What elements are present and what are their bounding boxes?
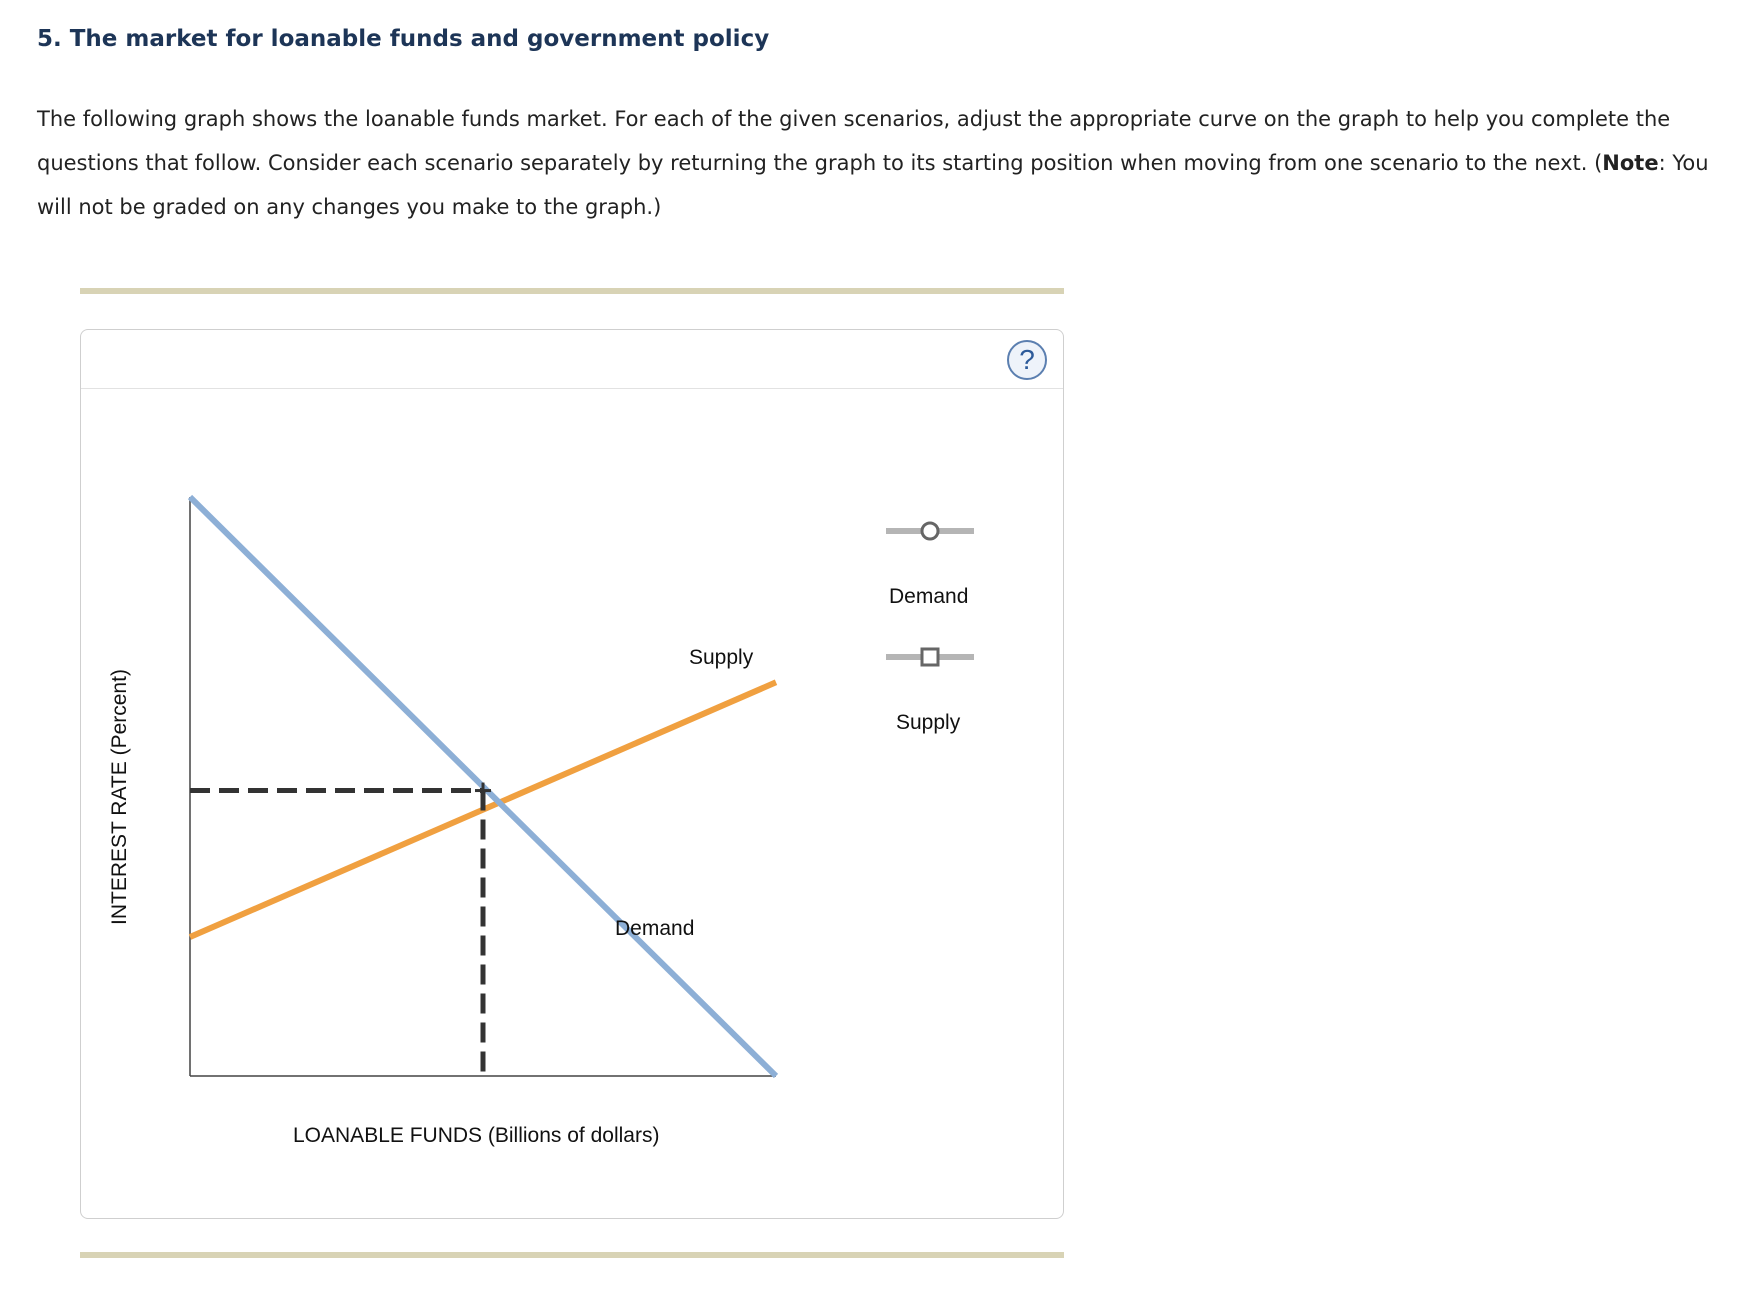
legend-demand-tool[interactable] bbox=[886, 523, 974, 539]
circle-marker-icon bbox=[922, 523, 938, 539]
demand-curve-label: Demand bbox=[615, 917, 695, 940]
square-marker-icon bbox=[922, 649, 938, 665]
legend-supply-tool[interactable] bbox=[886, 649, 974, 665]
supply-curve-label: Supply bbox=[689, 646, 754, 669]
note-label: Note bbox=[1602, 151, 1659, 175]
instructions-text: The following graph shows the loanable funds market. For each of the given scenarios, adjust the appropriate curve on the graph to help you complete the questions that follow. Consider each scenario separately by returning the graph to its starting position when moving from one scenario to the next. ( bbox=[37, 107, 1671, 175]
legend-supply-label: Supply bbox=[896, 711, 961, 734]
question-icon[interactable]: ? bbox=[1007, 340, 1047, 380]
x-axis-label: LOANABLE FUNDS (Billions of dollars) bbox=[293, 1124, 660, 1147]
note-text: : You will not be graded on any changes you make to the graph.) bbox=[37, 151, 1709, 219]
question-title: 5. The market for loanable funds and government policy bbox=[37, 26, 770, 52]
legend-demand-label: Demand bbox=[889, 585, 969, 608]
bottom-divider bbox=[80, 1252, 1064, 1258]
y-axis-label: INTEREST RATE (Percent) bbox=[108, 669, 131, 925]
